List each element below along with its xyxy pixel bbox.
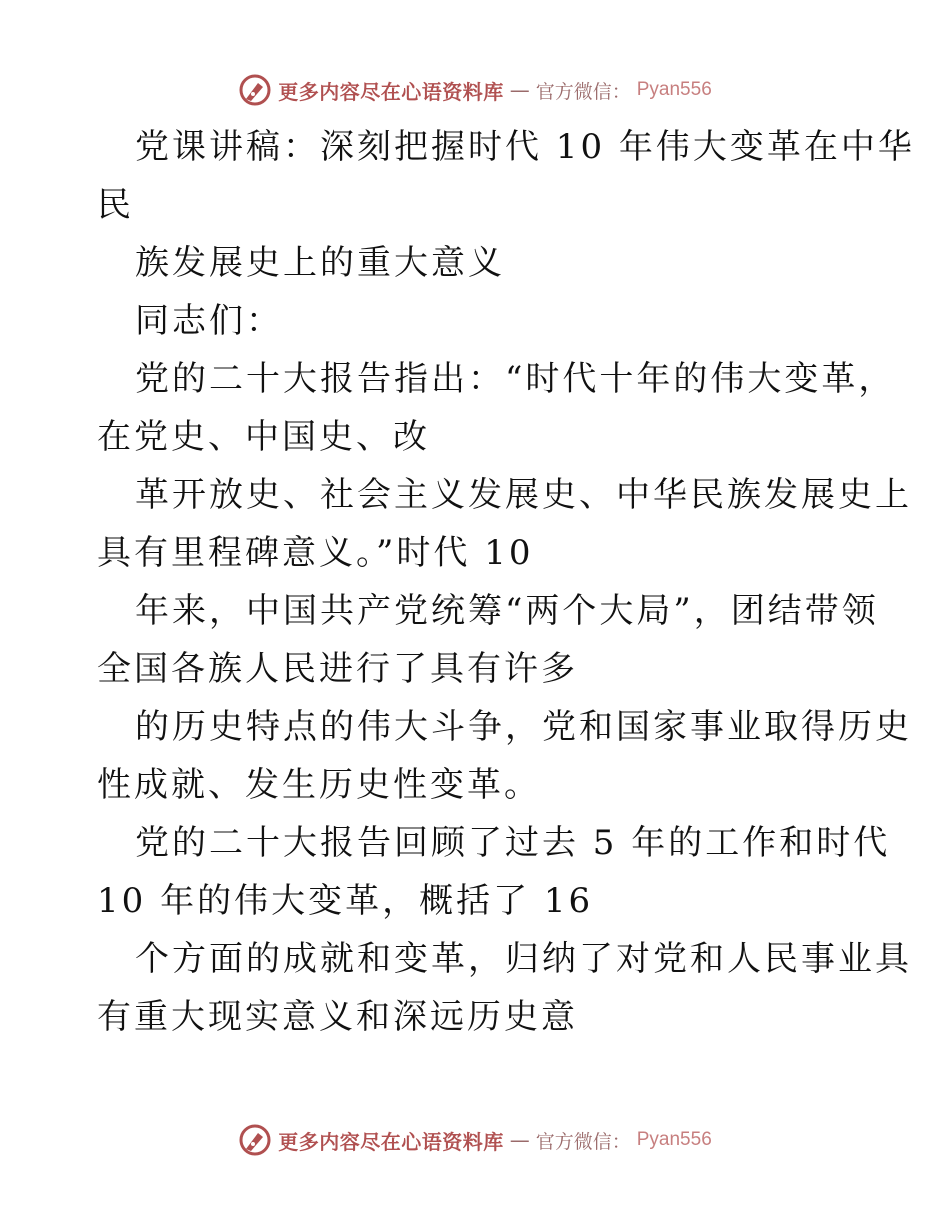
title-line-1: 党课讲稿：深刻把握时代 10 年伟大变革在中华 [135,127,915,167]
separator: — [509,78,530,102]
body-line: 党的二十大报告回顾了过去 5 年的工作和时代 [135,823,891,863]
title-line-2: 民 [97,185,134,225]
body-line: 具有里程碑意义。”时代 10 [97,533,534,573]
contact-label: 官方微信： [535,80,631,103]
footer-watermark [0,1120,950,1160]
body-line: 年来，中国共产党统筹“两个大局”，团结带领 [135,591,879,631]
body-line: 性成就、发生历史性变革。 [97,765,541,805]
promo-text: 更多内容尽在心语资料库 [278,79,504,104]
body-line: 全国各族人民进行了具有许多 [97,649,578,689]
pen-nib-logo-icon [238,1123,272,1157]
wechat-id: Pyan556 [636,79,712,100]
promo-text: 更多内容尽在心语资料库 [278,1129,504,1154]
body-line: 个方面的成就和变革，归纳了对党和人民事业具 [135,939,912,979]
pen-nib-logo-icon [238,73,272,107]
body-line: 革开放史、社会主义发展史、中华民族发展史上 [135,475,912,515]
body-line: 在党史、中国史、改 [97,417,430,457]
document-body [97,118,915,1046]
body-line: 的历史特点的伟大斗争，党和国家事业取得历史 [135,707,912,747]
body-line: 有重大现实意义和深远历史意 [97,997,578,1037]
contact-label: 官方微信： [535,1130,631,1153]
header-watermark [0,70,950,110]
separator: — [509,1128,530,1152]
title-line-3: 族发展史上的重大意义 [135,243,505,283]
salutation: 同志们： [135,301,283,341]
body-line: 党的二十大报告指出：“时代十年的伟大变革， [135,359,896,399]
wechat-id: Pyan556 [636,1129,712,1150]
body-line: 10 年的伟大变革，概括了 16 [97,881,594,921]
